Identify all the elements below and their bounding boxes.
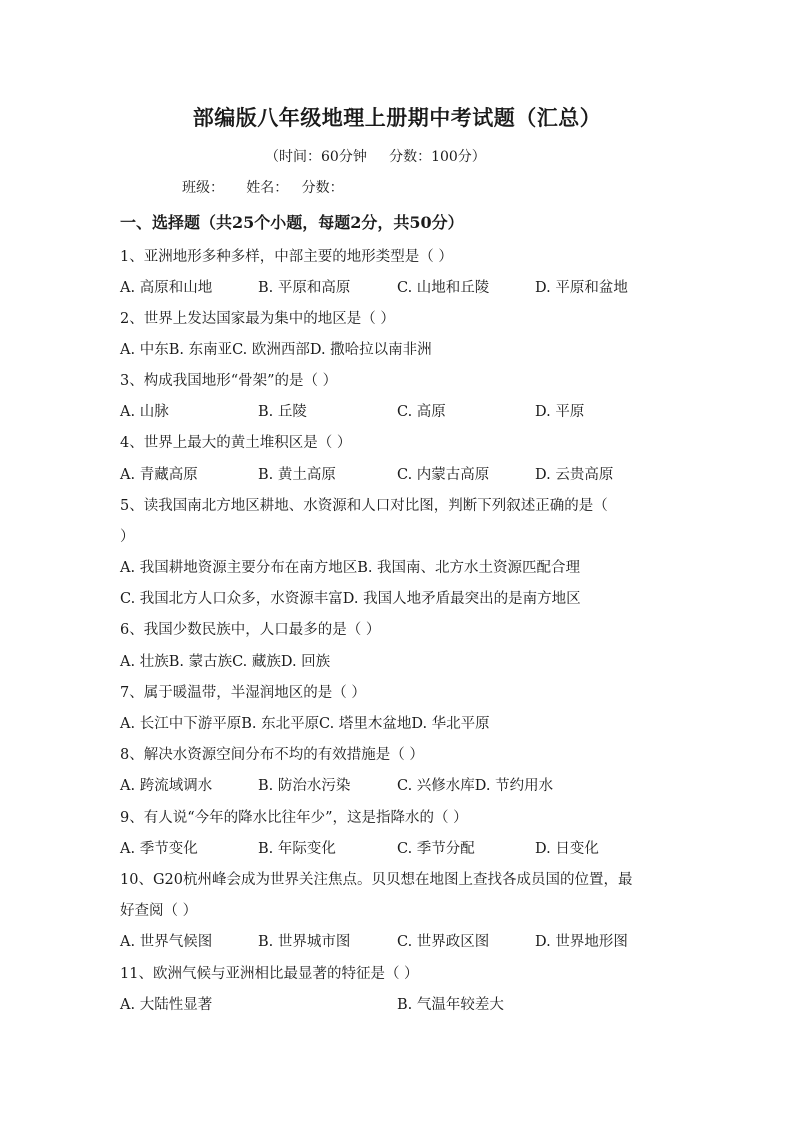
question-9-option-d: D. 日变化 <box>535 841 599 857</box>
question-10-stem-continued: 好查阅（ ） <box>120 903 198 919</box>
question-3-option-b: B. 丘陵 <box>258 404 307 420</box>
question-3-option-c: C. 高原 <box>397 404 446 420</box>
question-7-options: A. 长江中下游平原B. 东北平原C. 塔里木盆地D. 华北平原 <box>120 716 490 732</box>
question-10-option-d: D. 世界地形图 <box>535 934 628 950</box>
question-3-option-d: D. 平原 <box>535 404 585 420</box>
question-10-option-a: A. 世界气候图 <box>120 934 213 950</box>
question-11-stem: 11、欧洲气候与亚洲相比最显著的特征是（ ） <box>120 966 419 982</box>
question-5-stem: 5、读我国南北方地区耕地、水资源和人口对比图，判断下列叙述正确的是（ <box>120 498 608 514</box>
question-1-option-d: D. 平原和盆地 <box>535 280 628 296</box>
question-5-options-cd: C. 我国北方人口众多，水资源丰富D. 我国人地矛盾最突出的是南方地区 <box>120 591 581 607</box>
question-5-stem-continued: ） <box>120 529 135 545</box>
question-9-option-a: A. 季节变化 <box>120 841 198 857</box>
question-8-stem: 8、解决水资源空间分布不均的有效措施是（ ） <box>120 747 424 763</box>
question-10-option-b: B. 世界城市图 <box>258 934 351 950</box>
question-8-option-cd: C. 兴修水库D. 节约用水 <box>397 778 554 794</box>
question-6-options: A. 壮族B. 蒙古族C. 藏族D. 回族 <box>120 654 331 670</box>
question-2-options: A. 中东B. 东南亚C. 欧洲西部D. 撒哈拉以南非洲 <box>120 342 432 358</box>
question-1-stem: 1、亚洲地形多种多样，中部主要的地形类型是（ ） <box>120 249 453 265</box>
section-heading: 一、选择题（共25个小题，每题2分，共50分） <box>120 213 464 232</box>
question-9-option-c: C. 季节分配 <box>397 841 475 857</box>
question-9-stem: 9、有人说“今年的降水比往年少”，这是指降水的（ ） <box>120 810 468 826</box>
student-info-line: 班级： 姓名： 分数： <box>182 180 344 196</box>
question-4-option-b: B. 黄土高原 <box>258 467 336 483</box>
question-5-options-ab: A. 我国耕地资源主要分布在南方地区B. 我国南、北方水土资源匹配合理 <box>120 560 581 576</box>
question-4-option-d: D. 云贵高原 <box>535 467 614 483</box>
question-3-stem: 3、构成我国地形“骨架”的是（ ） <box>120 373 338 389</box>
exam-time-score: （时间：60分钟 分数：100分） <box>265 149 486 165</box>
question-7-stem: 7、属于暖温带，半湿润地区的是（ ） <box>120 685 366 701</box>
question-2-stem: 2、世界上发达国家最为集中的地区是（ ） <box>120 311 395 327</box>
question-10-stem: 10、G20杭州峰会成为世界关注焦点。贝贝想在地图上查找各成员国的位置，最 <box>120 872 633 888</box>
question-4-option-a: A. 青藏高原 <box>120 467 198 483</box>
question-4-stem: 4、世界上最大的黄土堆积区是（ ） <box>120 435 352 451</box>
question-10-option-c: C. 世界政区图 <box>397 934 490 950</box>
question-8-option-b: B. 防治水污染 <box>258 778 351 794</box>
question-9-option-b: B. 年际变化 <box>258 841 336 857</box>
question-1-option-a: A. 高原和山地 <box>120 280 213 296</box>
question-1-option-b: B. 平原和高原 <box>258 280 351 296</box>
question-4-option-c: C. 内蒙古高原 <box>397 467 490 483</box>
question-1-option-c: C. 山地和丘陵 <box>397 280 490 296</box>
question-3-option-a: A. 山脉 <box>120 404 169 420</box>
question-11-option-a: A. 大陆性显著 <box>120 997 213 1013</box>
page-title: 部编版八年级地理上册期中考试题（汇总） <box>192 105 602 130</box>
question-8-option-a: A. 跨流域调水 <box>120 778 213 794</box>
question-11-option-b: B. 气温年较差大 <box>397 997 504 1013</box>
question-6-stem: 6、我国少数民族中，人口最多的是（ ） <box>120 622 381 638</box>
